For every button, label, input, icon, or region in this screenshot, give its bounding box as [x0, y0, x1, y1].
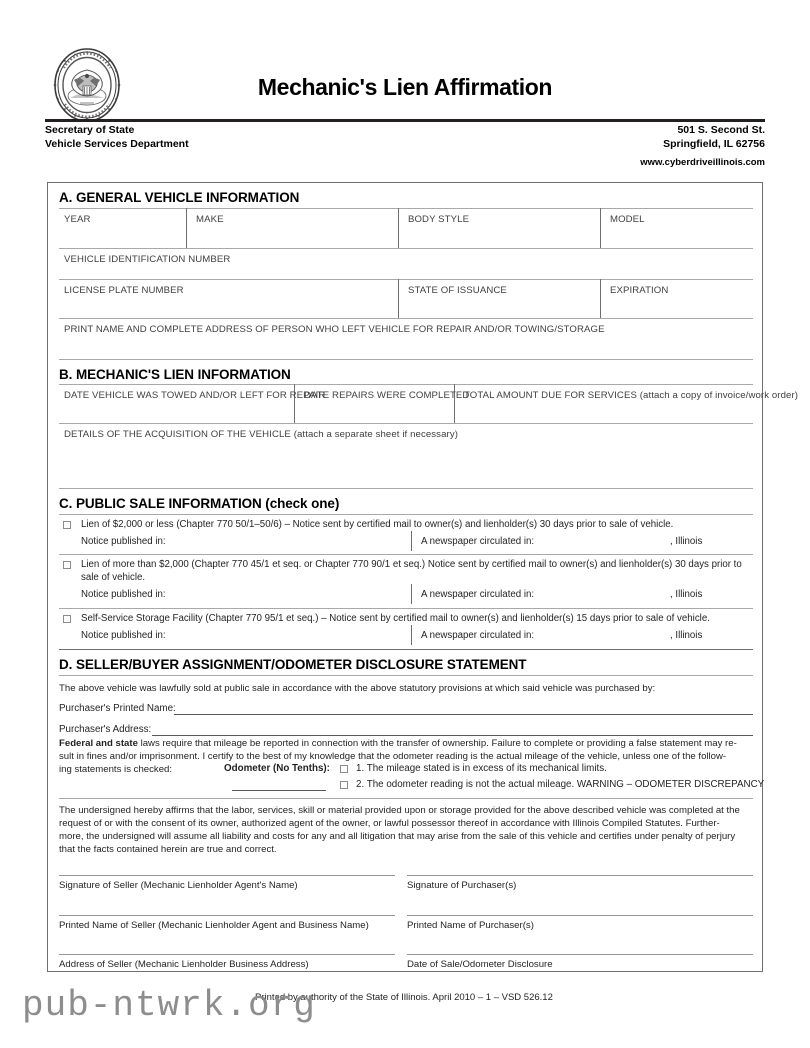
field-label-model: MODEL	[610, 214, 645, 225]
watermark-text: pub-ntwrk.org	[22, 985, 316, 1026]
affirmation-line-1: The undersigned hereby affirms that the labor, services, skill or material provided upon or storage provided for the above described vehicle was completed at the	[59, 805, 740, 816]
seller-signature-caption: Signature of Seller (Mechanic Lienholder Agent's Name)	[59, 880, 298, 891]
option-1-notice-published-label: Notice published in:	[81, 536, 166, 547]
divider-option-1	[411, 531, 412, 551]
agency-line-2: Vehicle Services Department	[45, 137, 189, 150]
section-d-intro: The above vehicle was lawfully sold at public sale in accordance with the above statutory provisions at which said vehicle was purchased by:	[59, 683, 656, 694]
address-block	[640, 124, 765, 170]
option-2-text-line-2: sale of vehicle.	[81, 572, 146, 583]
purchaser-address-label: Purchaser's Address:	[59, 724, 152, 735]
option-1-illinois-label: , Illinois	[670, 536, 703, 547]
odometer-option-1-text: 1. The mileage stated is in excess of its mechanical limits.	[356, 763, 607, 774]
affirmation-line-4: that the facts contained herein are true and correct.	[59, 844, 277, 855]
option-3-illinois-label: , Illinois	[670, 630, 703, 641]
option-3-notice-published-label: Notice published in:	[81, 630, 166, 641]
address-line-1: 501 S. Second St.	[677, 124, 765, 136]
document-header	[45, 42, 765, 172]
field-label-body-style: BODY STYLE	[408, 214, 470, 225]
divider-bodystyle-model	[600, 208, 601, 248]
odometer-reading-field[interactable]	[232, 790, 326, 791]
option-3-newspaper-label: A newspaper circulated in:	[421, 630, 535, 641]
affirmation-line-3: more, the undersigned will assume all liability and costs for any and all litigation that may arise from the sale of this vehicle and certifies under penalty of perjury	[59, 831, 736, 842]
option-2-text-line-1: Lien of more than $2,000 (Chapter 770 45/1 et seq. or Chapter 770 90/1 et seq.) Notice sent by certified mail to owner(s) and lienholder(s) 30 days prior to	[81, 559, 742, 570]
page-title: Mechanic's Lien Affirmation	[257, 74, 553, 100]
field-label-details: DETAILS OF THE ACQUISITION OF THE VEHICLE (attach a separate sheet if necessary)	[64, 429, 459, 440]
field-label-license-plate: LICENSE PLATE NUMBER	[64, 285, 184, 296]
section-b-heading: B. MECHANIC'S LIEN INFORMATION	[59, 367, 291, 382]
federal-statement-line-3: ing statements is checked:	[59, 764, 173, 775]
federal-statement-line-2: sult in fines and/or imprisonment. I certify to the best of my knowledge that the odometer reading is the actual mileage of the vehicle, unless one of the follow-	[59, 751, 727, 762]
checkbox-self-service-storage[interactable]	[63, 615, 71, 623]
checkbox-lien-more-than-2000[interactable]	[63, 561, 71, 569]
divider-state-expiration	[600, 279, 601, 318]
checkbox-odometer-option-1[interactable]	[340, 765, 348, 773]
field-label-date-towed: DATE VEHICLE WAS TOWED AND/OR LEFT FOR REPAIR	[64, 390, 326, 401]
section-a-heading: A. GENERAL VEHICLE INFORMATION	[59, 190, 300, 205]
field-label-expiration: EXPIRATION	[610, 285, 669, 296]
seller-printed-name-line[interactable]	[59, 915, 395, 916]
header-divider	[45, 119, 765, 122]
purchaser-signature-caption: Signature of Purchaser(s)	[407, 880, 517, 891]
form-body	[47, 182, 799, 972]
option-3-text: Self-Service Storage Facility (Chapter 770 95/1 et seq.) – Notice sent by certified mail to owner(s) and lienholder(s) 15 days prior to sale of vehicle.	[81, 613, 710, 624]
divider-option-2	[411, 584, 412, 604]
agency-block	[45, 124, 189, 151]
checkbox-odometer-option-2[interactable]	[340, 781, 348, 789]
field-label-make: MAKE	[196, 214, 224, 225]
section-c-heading: C. PUBLIC SALE INFORMATION (check one)	[59, 496, 340, 511]
purchaser-printed-name-label: Purchaser's Printed Name:	[59, 703, 176, 714]
checkbox-lien-2000-or-less[interactable]	[63, 521, 71, 529]
option-1-newspaper-label: A newspaper circulated in:	[421, 536, 535, 547]
seller-printed-name-caption: Printed Name of Seller (Mechanic Lienholder Agent and Business Name)	[59, 920, 369, 931]
print-authority-note: Printed by authority of the State of Illinois. April 2010 – 1 – VSD 526.12	[255, 992, 553, 1003]
date-of-sale-caption: Date of Sale/Odometer Disclosure	[407, 959, 553, 970]
agency-line-1: Secretary of State	[45, 124, 135, 136]
federal-statement-rest: laws require that mileage be reported in connection with the transfer of ownership. Failure to complete or providing a false statement may re-	[137, 738, 737, 749]
field-label-state-issuance: STATE OF ISSUANCE	[408, 285, 507, 296]
divider-year-make	[186, 208, 187, 248]
seller-address-line[interactable]	[59, 954, 395, 955]
option-2-newspaper-label: A newspaper circulated in:	[421, 589, 535, 600]
affirmation-line-2: request of or with the consent of its owner, authorized agent of the owner, or lawful possessor thereof in accordance with Illinois Compiled Statutes. Further-	[59, 818, 720, 829]
section-d-heading: D. SELLER/BUYER ASSIGNMENT/ODOMETER DISCLOSURE STATEMENT	[59, 657, 527, 672]
purchaser-printed-name-line[interactable]	[407, 915, 753, 916]
website-link[interactable]: www.cyberdriveillinois.com	[640, 157, 765, 168]
field-label-print-name-address: PRINT NAME AND COMPLETE ADDRESS OF PERSON WHO LEFT VEHICLE FOR REPAIR AND/OR TOWING/STORAGE	[64, 324, 605, 335]
option-2-notice-published-label: Notice published in:	[81, 589, 166, 600]
date-of-sale-line[interactable]	[407, 954, 753, 955]
seller-address-caption: Address of Seller (Mechanic Lienholder Business Address)	[59, 959, 309, 970]
field-label-total-due: TOTAL AMOUNT DUE FOR SERVICES (attach a copy of invoice/work order)	[464, 390, 799, 401]
federal-statement-bold: Federal and state	[59, 738, 138, 749]
odometer-option-2-text: 2. The odometer reading is not the actual mileage. WARNING – ODOMETER DISCREPANCY	[356, 779, 765, 790]
option-2-illinois-label: , Illinois	[670, 589, 703, 600]
field-label-vin: VEHICLE IDENTIFICATION NUMBER	[64, 254, 231, 265]
field-label-date-repairs: DATE REPAIRS WERE COMPLETED	[304, 390, 470, 401]
purchaser-printed-name-caption: Printed Name of Purchaser(s)	[407, 920, 534, 931]
address-line-2: Springfield, IL 62756	[663, 137, 765, 150]
odometer-no-tenths-label: Odometer (No Tenths):	[224, 763, 330, 774]
purchaser-printed-name-field[interactable]	[174, 714, 753, 715]
divider-option-3	[411, 625, 412, 645]
purchaser-signature-line[interactable]	[407, 875, 753, 876]
divider-make-bodystyle	[398, 208, 399, 248]
seller-signature-line[interactable]	[59, 875, 395, 876]
field-label-year: YEAR	[64, 214, 91, 225]
divider-plate-state	[398, 279, 399, 318]
purchaser-address-field[interactable]	[152, 735, 753, 736]
federal-statement-line-1	[59, 737, 753, 750]
option-1-text: Lien of $2,000 or less (Chapter 770 50/1–50/6) – Notice sent by certified mail to owner(s) and lienholder(s) 30 days prior to sale of vehicle.	[81, 519, 674, 530]
